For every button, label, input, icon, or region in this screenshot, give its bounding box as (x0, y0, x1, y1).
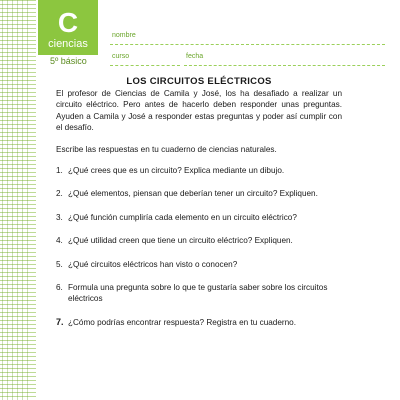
question-text: ¿Qué crees que es un circuito? Explica mediante un dibujo. (68, 166, 285, 176)
instruction-text: Escribe las respuestas en tu cuaderno de ciencias naturales. (56, 144, 277, 154)
question-text: Formula una pregunta sobre lo que te gustaría saber sobre los circuitos eléctricos (68, 283, 328, 304)
question-item (56, 259, 342, 270)
question-text: ¿Qué utilidad creen que tiene un circuito eléctrico? Expliquen. (68, 236, 293, 246)
question-item (56, 317, 342, 328)
date-line[interactable] (184, 65, 385, 66)
question-item (56, 235, 342, 246)
name-label: nombre (112, 32, 136, 39)
question-text: ¿Qué función cumpliría cada elemento en un circuito eléctrico? (68, 212, 297, 222)
page-title: LOS CIRCUITOS ELÉCTRICOS (126, 76, 272, 87)
question-number: 3. (56, 212, 63, 222)
date-label: fecha (186, 53, 204, 60)
decorative-margin (0, 0, 36, 400)
question-number: 1. (56, 166, 63, 176)
course-label: curso (112, 53, 130, 60)
question-text: ¿Qué circuitos eléctricos han visto o conocen? (68, 259, 238, 269)
name-line[interactable] (110, 44, 385, 45)
question-item (56, 282, 342, 305)
grade-label: 5º básico (38, 55, 98, 68)
question-number: 7. (56, 316, 64, 327)
intro-paragraph: El profesor de Ciencias de Camila y José, los ha desafiado a realizar un circuito eléctrico. Pero antes de hacerlo deben responder unas preguntas. Ayuden a Camila y José a responder estas preguntas y poder así cumplir con el desafío. (56, 89, 342, 133)
worksheet-content (56, 76, 342, 340)
subject-letter: C (57, 7, 79, 38)
question-number: 4. (56, 236, 63, 246)
question-item (56, 212, 342, 223)
question-number: 6. (56, 283, 63, 293)
question-number: 5. (56, 259, 63, 269)
question-item (56, 165, 342, 176)
question-text: ¿Qué elementos, piensan que deberían tener un circuito? Expliquen. (68, 189, 318, 199)
question-text: ¿Cómo podrías encontrar respuesta? Registra en tu cuaderno. (68, 317, 297, 327)
question-item (56, 188, 342, 199)
course-line[interactable] (110, 65, 180, 66)
question-number: 2. (56, 189, 63, 199)
subject-name: ciencias (48, 38, 88, 50)
